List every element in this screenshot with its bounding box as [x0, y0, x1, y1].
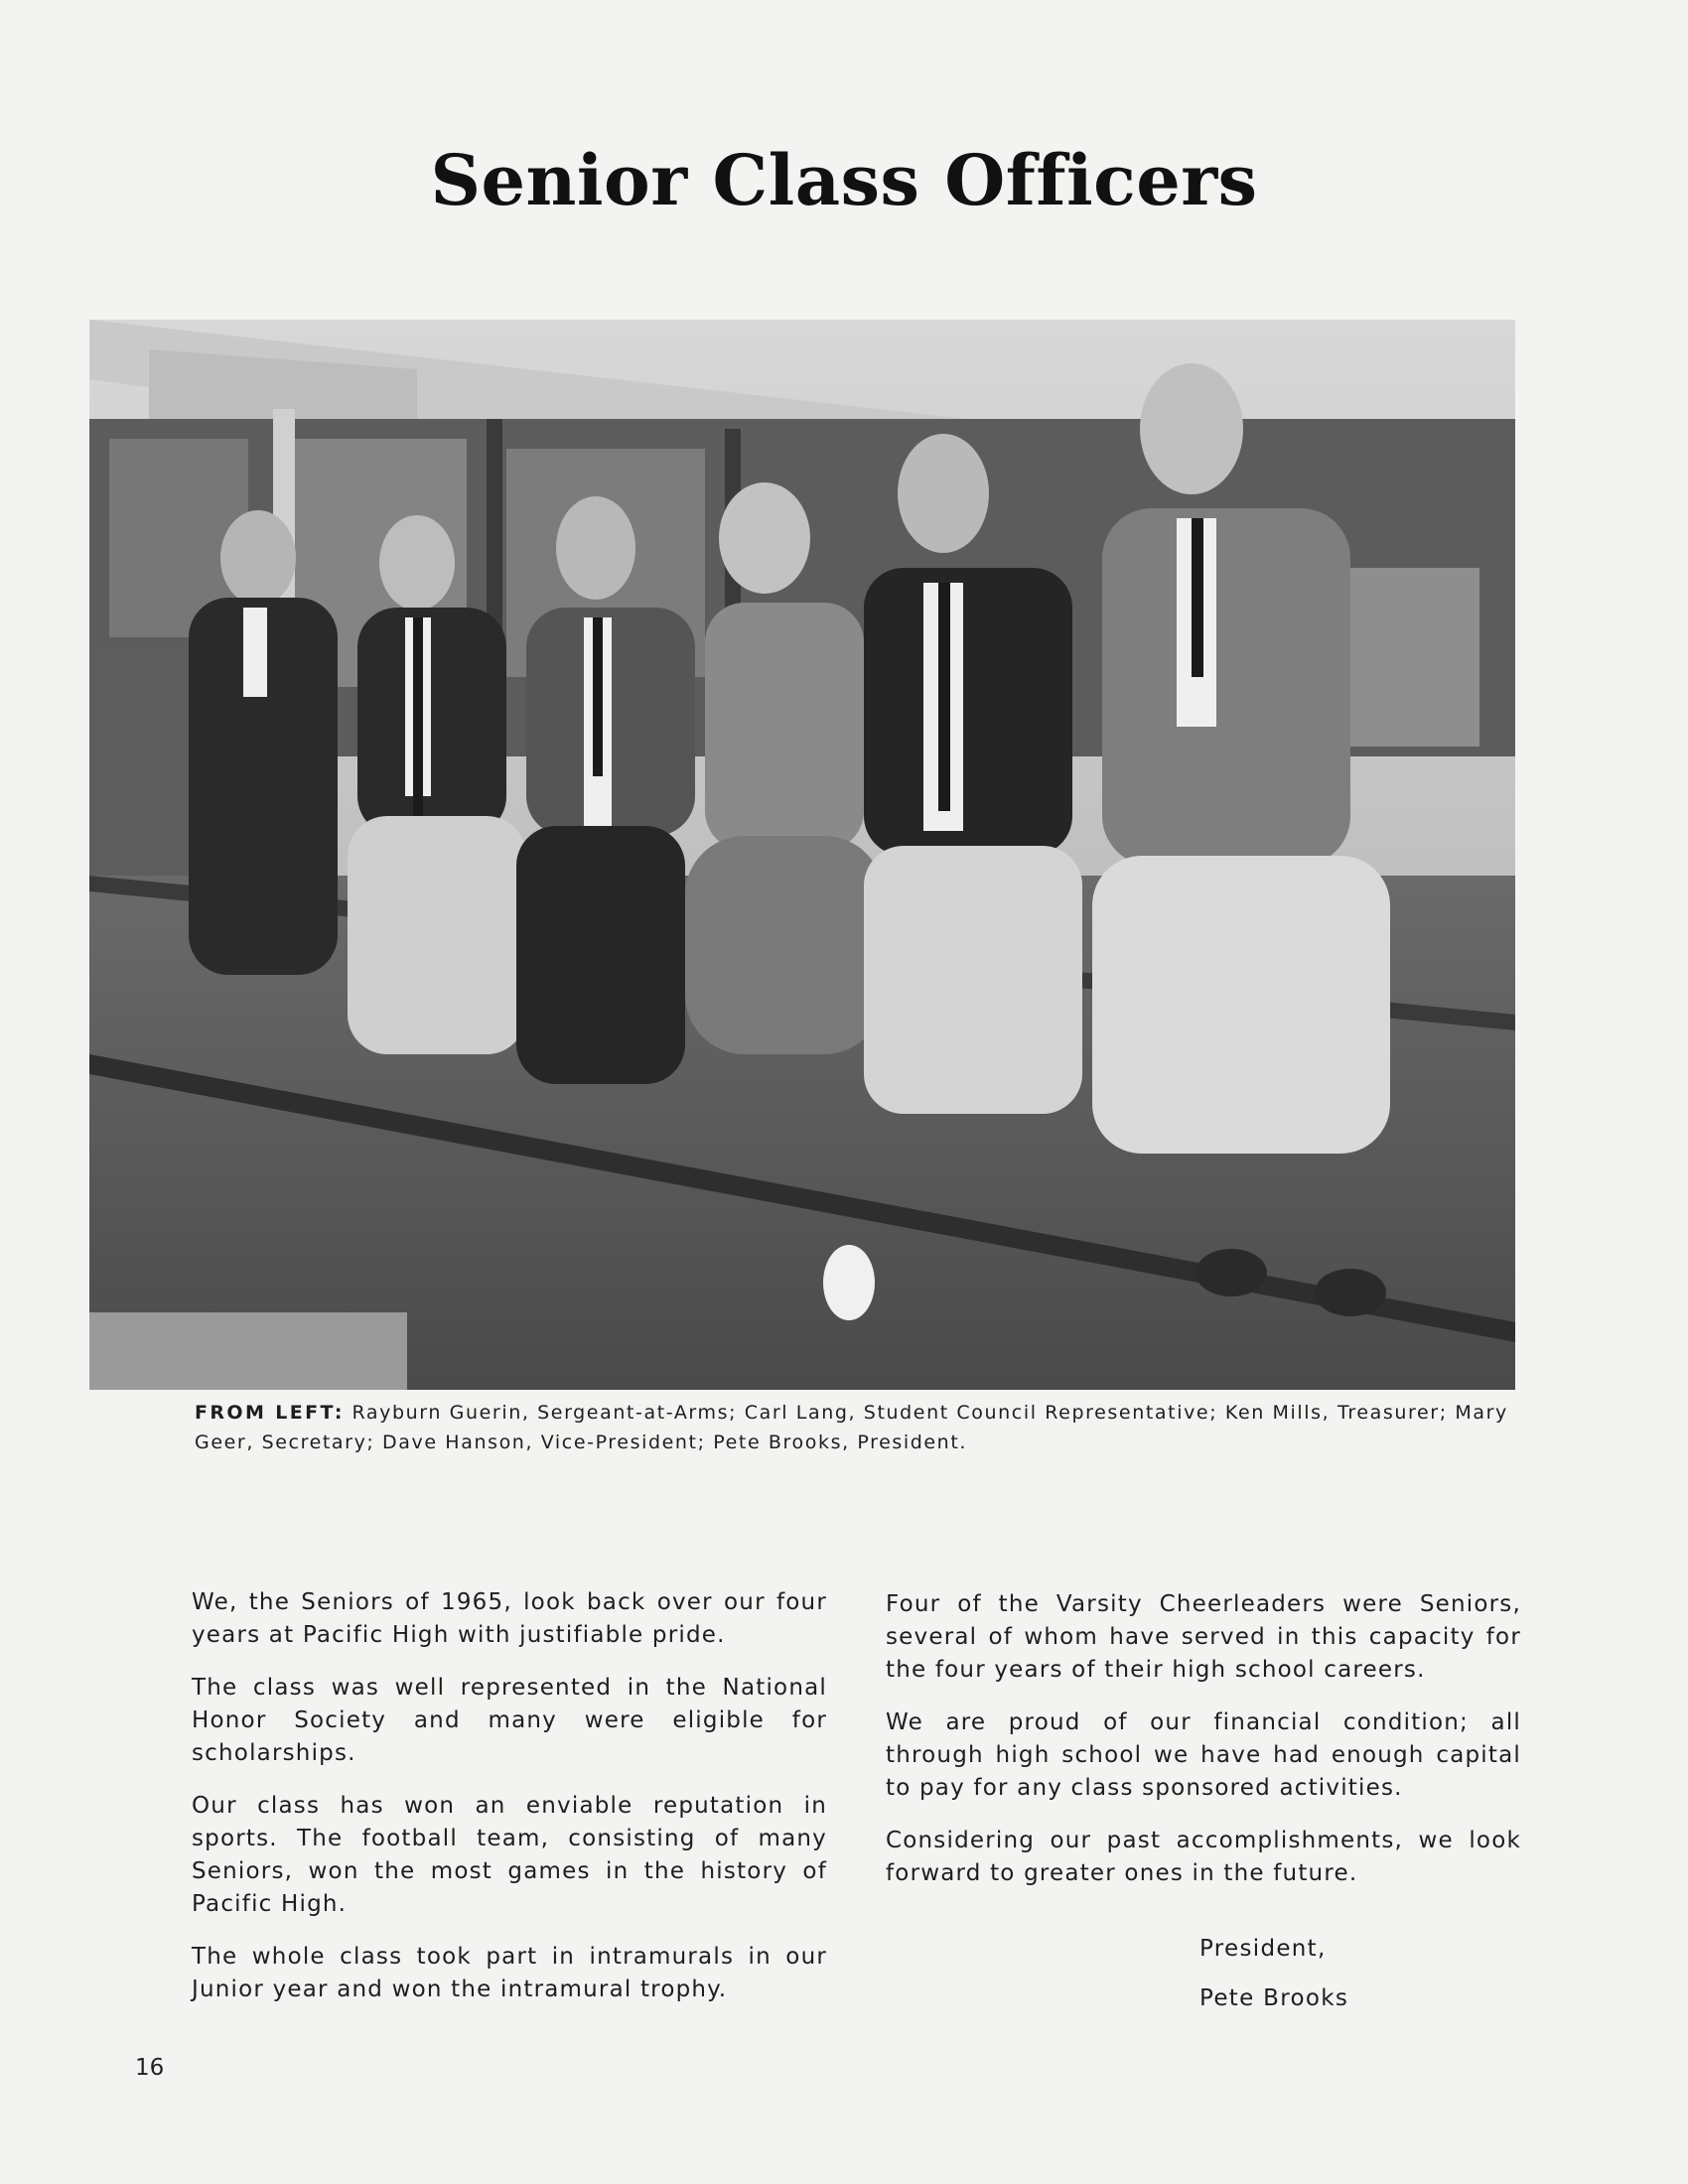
caption-lead: FROM LEFT: [195, 1402, 345, 1424]
photo-caption [195, 1398, 1525, 1457]
page-number: 16 [135, 2055, 165, 2081]
paragraph: The whole class took part in intramurals in our Junior year and won the intramural trophy. [192, 1944, 827, 2002]
paragraph: We are proud of our financial condition; all through high school we have had enough capital to pay for any class sponsored activities. [886, 1709, 1521, 1801]
signature-block [1199, 1924, 1348, 2023]
paragraph: We, the Seniors of 1965, look back over our four years at Pacific High with justifiable pride. [192, 1589, 827, 1648]
paragraph: The class was well represented in the National Honor Society and many were eligible for scholarships. [192, 1675, 827, 1766]
paragraph: Considering our past accomplishments, we look forward to greater ones in the future. [886, 1828, 1521, 1886]
class-officers-photo [89, 320, 1515, 1390]
paragraph: Four of the Varsity Cheerleaders were Seniors, several of whom have served in this capacity for the four years of their high school careers. [886, 1591, 1521, 1683]
left-text-column [192, 1586, 827, 2026]
paragraph: Our class has won an enviable reputation in sports. The football team, consisting of many Seniors, won the most games in the history of Pacific High. [192, 1793, 827, 1917]
caption-text: Rayburn Guerin, Sergeant-at-Arms; Carl Lang, Student Council Representative; Ken Mills, Treasurer; Mary Geer, Secretary; Dave Hanson, Vice-President; Pete Brooks, President. [195, 1402, 1508, 1453]
page-title: Senior Class Officers [430, 139, 1258, 221]
signature-role: President, [1199, 1936, 1327, 1962]
right-text-column [886, 1588, 1521, 1910]
signature-name: Pete Brooks [1199, 1985, 1349, 2011]
